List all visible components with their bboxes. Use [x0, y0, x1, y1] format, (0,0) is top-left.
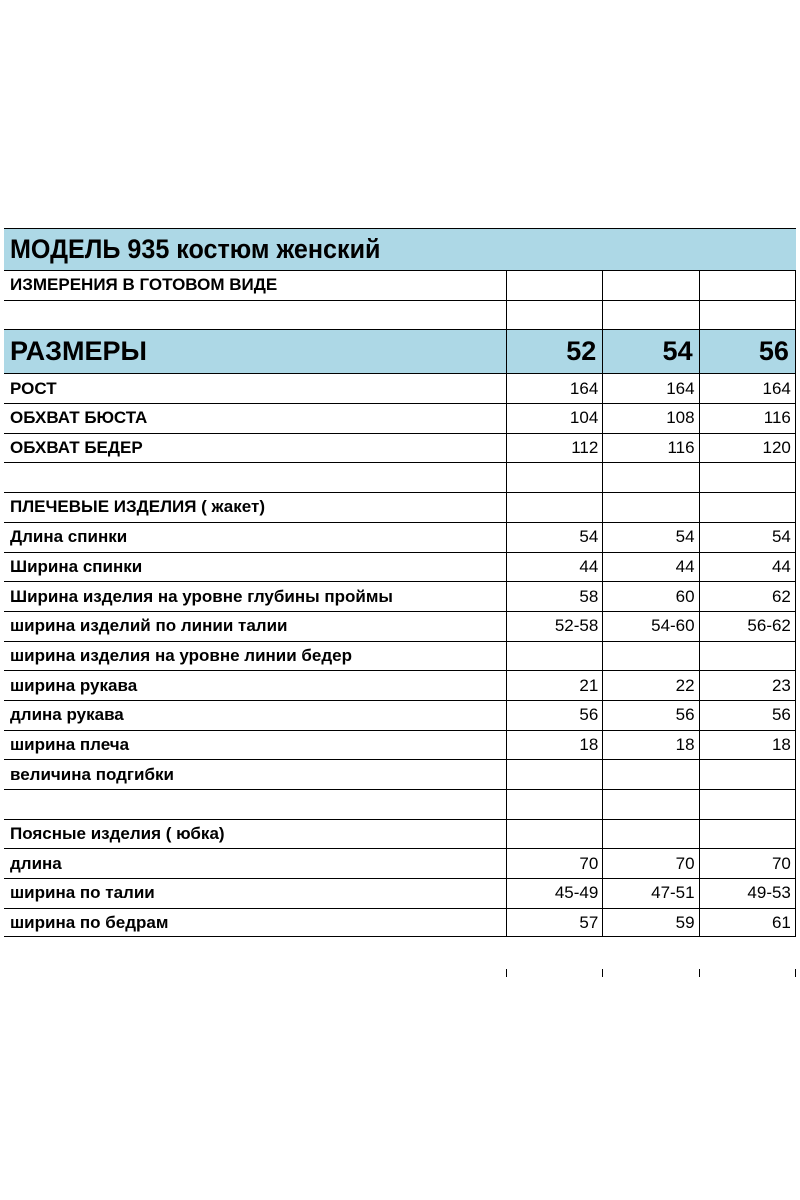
row-value-size-56: 164	[700, 374, 796, 403]
size-52: 52	[507, 330, 603, 373]
table-row	[4, 819, 796, 849]
row-value-size-54	[603, 642, 699, 671]
row-value-size-54: 70	[603, 849, 699, 878]
row-label	[4, 790, 507, 819]
empty-cell	[507, 301, 603, 330]
size-56: 56	[700, 330, 796, 373]
empty-cell	[700, 271, 796, 300]
table-row	[4, 730, 796, 760]
measurement-rows	[4, 373, 796, 937]
row-value-size-52: 21	[507, 671, 603, 700]
table-row	[4, 670, 796, 700]
row-value-size-54: 59	[603, 909, 699, 937]
row-value-size-52: 45-49	[507, 879, 603, 908]
empty-cell	[603, 301, 699, 330]
row-value-size-52	[507, 760, 603, 789]
row-value-size-54: 54-60	[603, 612, 699, 641]
row-value-size-54	[603, 493, 699, 522]
row-value-size-52: 56	[507, 701, 603, 730]
row-label: РОСТ	[4, 374, 507, 403]
table-row	[4, 522, 796, 552]
row-value-size-52: 112	[507, 434, 603, 463]
row-label: Поясные изделия ( юбка)	[4, 820, 507, 849]
row-value-size-56: 62	[700, 582, 796, 611]
table-row	[4, 581, 796, 611]
grid-tick	[795, 969, 796, 977]
table-row	[4, 492, 796, 522]
row-value-size-52	[507, 820, 603, 849]
row-value-size-56: 23	[700, 671, 796, 700]
row-value-size-54: 47-51	[603, 879, 699, 908]
row-value-size-56: 61	[700, 909, 796, 937]
empty-cell	[507, 271, 603, 300]
sizes-header-row	[4, 329, 796, 373]
row-value-size-52: 164	[507, 374, 603, 403]
table-row	[4, 403, 796, 433]
row-value-size-56	[700, 760, 796, 789]
spacer-row	[4, 789, 796, 819]
row-value-size-52	[507, 642, 603, 671]
table-row	[4, 878, 796, 908]
row-value-size-54: 164	[603, 374, 699, 403]
row-value-size-56: 116	[700, 404, 796, 433]
row-value-size-56	[700, 642, 796, 671]
row-value-size-56: 44	[700, 553, 796, 582]
row-value-size-52	[507, 463, 603, 492]
row-value-size-54	[603, 790, 699, 819]
row-value-size-54	[603, 820, 699, 849]
table-subtitle: ИЗМЕРЕНИЯ В ГОТОВОМ ВИДЕ	[4, 271, 507, 300]
row-label: ширина изделий по линии талии	[4, 612, 507, 641]
empty-cell	[603, 271, 699, 300]
row-value-size-54: 18	[603, 731, 699, 760]
size-54: 54	[603, 330, 699, 373]
row-label: ширина изделия на уровне линии бедер	[4, 642, 507, 671]
row-label: ПЛЕЧЕВЫЕ ИЗДЕЛИЯ ( жакет)	[4, 493, 507, 522]
table-row	[4, 433, 796, 463]
row-value-size-54: 44	[603, 553, 699, 582]
row-label: Ширина спинки	[4, 553, 507, 582]
row-label: ОБХВАТ БЮСТА	[4, 404, 507, 433]
row-value-size-54: 54	[603, 523, 699, 552]
row-label: ОБХВАТ БЕДЕР	[4, 434, 507, 463]
row-value-size-56: 56-62	[700, 612, 796, 641]
row-value-size-52	[507, 790, 603, 819]
size-chart-table	[4, 228, 796, 937]
table-row	[4, 848, 796, 878]
row-value-size-52: 18	[507, 731, 603, 760]
row-label: ширина по талии	[4, 879, 507, 908]
row-label	[4, 463, 507, 492]
spacer-row	[4, 462, 796, 492]
row-label: величина подгибки	[4, 760, 507, 789]
table-row	[4, 611, 796, 641]
row-label: ширина плеча	[4, 731, 507, 760]
row-label: длина	[4, 849, 507, 878]
row-value-size-56	[700, 820, 796, 849]
row-value-size-54	[603, 760, 699, 789]
row-value-size-54: 116	[603, 434, 699, 463]
row-value-size-56	[700, 493, 796, 522]
table-row	[4, 373, 796, 403]
row-value-size-52: 44	[507, 553, 603, 582]
row-value-size-54: 108	[603, 404, 699, 433]
row-label: ширина рукава	[4, 671, 507, 700]
blurred-background-text	[70, 70, 760, 200]
table-title-row	[4, 228, 796, 270]
row-value-size-56: 49-53	[700, 879, 796, 908]
row-label: длина рукава	[4, 701, 507, 730]
row-value-size-54: 56	[603, 701, 699, 730]
row-value-size-56	[700, 463, 796, 492]
row-value-size-56: 56	[700, 701, 796, 730]
grid-tick	[699, 969, 700, 977]
grid-tick	[602, 969, 603, 977]
spacer-row	[4, 300, 796, 330]
table-row	[4, 552, 796, 582]
table-subtitle-row	[4, 270, 796, 300]
table-row	[4, 759, 796, 789]
table-row	[4, 908, 796, 938]
row-value-size-54: 60	[603, 582, 699, 611]
table-row	[4, 700, 796, 730]
table-title: МОДЕЛЬ 935 костюм женский	[10, 234, 381, 264]
row-value-size-56	[700, 790, 796, 819]
row-label: Ширина изделия на уровне глубины проймы	[4, 582, 507, 611]
row-value-size-52: 52-58	[507, 612, 603, 641]
row-value-size-56: 70	[700, 849, 796, 878]
row-value-size-52: 54	[507, 523, 603, 552]
row-value-size-52: 57	[507, 909, 603, 937]
row-value-size-56: 18	[700, 731, 796, 760]
row-label: ширина по бедрам	[4, 909, 507, 937]
row-value-size-54	[603, 463, 699, 492]
row-value-size-52	[507, 493, 603, 522]
table-row	[4, 641, 796, 671]
table-edge-ticks	[506, 969, 796, 977]
row-value-size-52: 104	[507, 404, 603, 433]
row-value-size-52: 58	[507, 582, 603, 611]
empty-cell	[700, 301, 796, 330]
row-label: Длина спинки	[4, 523, 507, 552]
empty-cell	[4, 301, 507, 330]
sizes-label: РАЗМЕРЫ	[4, 330, 507, 373]
row-value-size-54: 22	[603, 671, 699, 700]
row-value-size-52: 70	[507, 849, 603, 878]
grid-tick	[506, 969, 507, 977]
row-value-size-56: 54	[700, 523, 796, 552]
row-value-size-56: 120	[700, 434, 796, 463]
